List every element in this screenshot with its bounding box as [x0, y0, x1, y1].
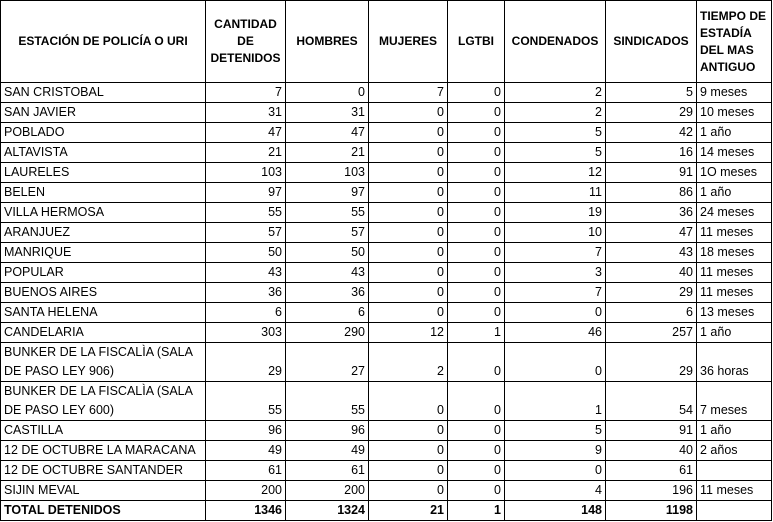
- table-row: [1, 243, 772, 263]
- cell-men: 290: [286, 323, 369, 343]
- cell-station: POPULAR: [1, 263, 206, 283]
- cell-convicted: 2: [505, 103, 606, 123]
- cell-men: 36: [286, 283, 369, 303]
- cell-station: ALTAVISTA: [1, 143, 206, 163]
- total-longest-stay: [697, 501, 772, 521]
- cell-lgtbi: 0: [448, 441, 505, 461]
- cell-women: 0: [369, 163, 448, 183]
- cell-lgtbi: 0: [448, 382, 505, 421]
- cell-women: 2: [369, 343, 448, 382]
- table-row: [1, 143, 772, 163]
- cell-women: 0: [369, 461, 448, 481]
- cell-men: 47: [286, 123, 369, 143]
- cell-longest-stay: 2 años: [697, 441, 772, 461]
- cell-station: MANRIQUE: [1, 243, 206, 263]
- cell-station: BELEN: [1, 183, 206, 203]
- table-row: [1, 83, 772, 103]
- cell-men: 55: [286, 203, 369, 223]
- total-men: 1324: [286, 501, 369, 521]
- total-convicted: 148: [505, 501, 606, 521]
- cell-lgtbi: 0: [448, 283, 505, 303]
- cell-men: 57: [286, 223, 369, 243]
- cell-men: 0: [286, 83, 369, 103]
- cell-longest-stay: 13 meses: [697, 303, 772, 323]
- table-row: [1, 103, 772, 123]
- cell-longest-stay: 1 año: [697, 323, 772, 343]
- total-total-detained: 1346: [206, 501, 286, 521]
- cell-lgtbi: 0: [448, 461, 505, 481]
- header-row: [1, 1, 772, 83]
- cell-accused: 91: [606, 163, 697, 183]
- cell-convicted: 5: [505, 143, 606, 163]
- header-total-detained: CANTIDAD DE DETENIDOS: [206, 1, 286, 83]
- table-row: [1, 203, 772, 223]
- table-row: [1, 343, 772, 382]
- cell-longest-stay: 1O meses: [697, 163, 772, 183]
- cell-total-detained: 55: [206, 203, 286, 223]
- header-men: HOMBRES: [286, 1, 369, 83]
- cell-longest-stay: 11 meses: [697, 481, 772, 501]
- cell-longest-stay: 7 meses: [697, 382, 772, 421]
- cell-total-detained: 29: [206, 343, 286, 382]
- cell-convicted: 46: [505, 323, 606, 343]
- cell-accused: 29: [606, 343, 697, 382]
- cell-lgtbi: 1: [448, 323, 505, 343]
- cell-convicted: 7: [505, 283, 606, 303]
- header-women: MUJERES: [369, 1, 448, 83]
- total-lgtbi: 1: [448, 501, 505, 521]
- cell-men: 27: [286, 343, 369, 382]
- cell-total-detained: 43: [206, 263, 286, 283]
- cell-accused: 43: [606, 243, 697, 263]
- cell-accused: 6: [606, 303, 697, 323]
- table-row: [1, 303, 772, 323]
- cell-lgtbi: 0: [448, 163, 505, 183]
- cell-convicted: 7: [505, 243, 606, 263]
- cell-accused: 40: [606, 263, 697, 283]
- cell-longest-stay: 1 año: [697, 421, 772, 441]
- cell-total-detained: 31: [206, 103, 286, 123]
- cell-longest-stay: 36 horas: [697, 343, 772, 382]
- cell-women: 0: [369, 123, 448, 143]
- cell-lgtbi: 0: [448, 303, 505, 323]
- cell-accused: 16: [606, 143, 697, 163]
- cell-men: 50: [286, 243, 369, 263]
- cell-longest-stay: 10 meses: [697, 103, 772, 123]
- cell-convicted: 5: [505, 421, 606, 441]
- cell-total-detained: 200: [206, 481, 286, 501]
- total-accused: 1198: [606, 501, 697, 521]
- cell-men: 97: [286, 183, 369, 203]
- cell-station: LAURELES: [1, 163, 206, 183]
- header-longest-stay: TIEMPO DE ESTADÍA DEL MAS ANTIGUO: [697, 1, 772, 83]
- cell-lgtbi: 0: [448, 243, 505, 263]
- cell-women: 0: [369, 382, 448, 421]
- header-accused: SINDICADOS: [606, 1, 697, 83]
- cell-total-detained: 49: [206, 441, 286, 461]
- total-station: TOTAL DETENIDOS: [1, 501, 206, 521]
- table-row: [1, 163, 772, 183]
- cell-men: 96: [286, 421, 369, 441]
- cell-station: BUENOS AIRES: [1, 283, 206, 303]
- cell-accused: 29: [606, 283, 697, 303]
- cell-women: 0: [369, 303, 448, 323]
- cell-women: 0: [369, 441, 448, 461]
- cell-longest-stay: 11 meses: [697, 283, 772, 303]
- cell-women: 0: [369, 223, 448, 243]
- table-row: [1, 481, 772, 501]
- cell-longest-stay: 18 meses: [697, 243, 772, 263]
- cell-women: 0: [369, 143, 448, 163]
- cell-total-detained: 55: [206, 382, 286, 421]
- cell-convicted: 11: [505, 183, 606, 203]
- cell-total-detained: 103: [206, 163, 286, 183]
- cell-longest-stay: 14 meses: [697, 143, 772, 163]
- header-convicted: CONDENADOS: [505, 1, 606, 83]
- cell-lgtbi: 0: [448, 143, 505, 163]
- cell-total-detained: 47: [206, 123, 286, 143]
- cell-station: 12 DE OCTUBRE LA MARACANA: [1, 441, 206, 461]
- cell-accused: 36: [606, 203, 697, 223]
- cell-station: SIJIN MEVAL: [1, 481, 206, 501]
- cell-accused: 61: [606, 461, 697, 481]
- header-lgtbi: LGTBI: [448, 1, 505, 83]
- cell-lgtbi: 0: [448, 103, 505, 123]
- cell-convicted: 2: [505, 83, 606, 103]
- cell-convicted: 9: [505, 441, 606, 461]
- cell-women: 0: [369, 263, 448, 283]
- cell-convicted: 0: [505, 461, 606, 481]
- cell-lgtbi: 0: [448, 83, 505, 103]
- cell-lgtbi: 0: [448, 481, 505, 501]
- cell-accused: 91: [606, 421, 697, 441]
- cell-convicted: 10: [505, 223, 606, 243]
- cell-station: BUNKER DE LA FISCALÌA (SALA DE PASO LEY 600): [1, 382, 206, 421]
- cell-convicted: 0: [505, 343, 606, 382]
- cell-men: 103: [286, 163, 369, 183]
- cell-longest-stay: 1 año: [697, 123, 772, 143]
- cell-station: POBLADO: [1, 123, 206, 143]
- cell-total-detained: 303: [206, 323, 286, 343]
- cell-men: 61: [286, 461, 369, 481]
- cell-accused: 196: [606, 481, 697, 501]
- cell-accused: 86: [606, 183, 697, 203]
- cell-women: 0: [369, 283, 448, 303]
- cell-accused: 47: [606, 223, 697, 243]
- cell-station: 12 DE OCTUBRE SANTANDER: [1, 461, 206, 481]
- table-row: [1, 263, 772, 283]
- cell-station: SAN JAVIER: [1, 103, 206, 123]
- table-row: [1, 183, 772, 203]
- total-row: [1, 501, 772, 521]
- cell-convicted: 19: [505, 203, 606, 223]
- cell-men: 43: [286, 263, 369, 283]
- cell-station: VILLA HERMOSA: [1, 203, 206, 223]
- cell-convicted: 1: [505, 382, 606, 421]
- table-row: [1, 283, 772, 303]
- cell-lgtbi: 0: [448, 343, 505, 382]
- table-row: [1, 421, 772, 441]
- table-row: [1, 323, 772, 343]
- cell-longest-stay: 24 meses: [697, 203, 772, 223]
- total-women: 21: [369, 501, 448, 521]
- cell-women: 0: [369, 243, 448, 263]
- cell-accused: 29: [606, 103, 697, 123]
- cell-station: CANDELARIA: [1, 323, 206, 343]
- cell-lgtbi: 0: [448, 263, 505, 283]
- cell-women: 0: [369, 183, 448, 203]
- table-body: [1, 83, 772, 521]
- cell-station: SANTA HELENA: [1, 303, 206, 323]
- table-row: [1, 123, 772, 143]
- cell-station: ARANJUEZ: [1, 223, 206, 243]
- cell-lgtbi: 0: [448, 421, 505, 441]
- cell-total-detained: 57: [206, 223, 286, 243]
- table-row: [1, 223, 772, 243]
- cell-longest-stay: 11 meses: [697, 223, 772, 243]
- table-row: [1, 382, 772, 421]
- cell-total-detained: 7: [206, 83, 286, 103]
- cell-total-detained: 50: [206, 243, 286, 263]
- cell-men: 49: [286, 441, 369, 461]
- cell-total-detained: 96: [206, 421, 286, 441]
- cell-total-detained: 36: [206, 283, 286, 303]
- cell-convicted: 3: [505, 263, 606, 283]
- cell-men: 31: [286, 103, 369, 123]
- cell-longest-stay: 9 meses: [697, 83, 772, 103]
- cell-lgtbi: 0: [448, 203, 505, 223]
- cell-accused: 54: [606, 382, 697, 421]
- cell-convicted: 0: [505, 303, 606, 323]
- cell-accused: 5: [606, 83, 697, 103]
- cell-total-detained: 21: [206, 143, 286, 163]
- table-row: [1, 461, 772, 481]
- cell-total-detained: 6: [206, 303, 286, 323]
- cell-men: 55: [286, 382, 369, 421]
- cell-men: 6: [286, 303, 369, 323]
- cell-men: 21: [286, 143, 369, 163]
- cell-lgtbi: 0: [448, 123, 505, 143]
- header-station: ESTACIÓN DE POLICÍA O URI: [1, 1, 206, 83]
- cell-accused: 40: [606, 441, 697, 461]
- cell-convicted: 4: [505, 481, 606, 501]
- cell-convicted: 5: [505, 123, 606, 143]
- cell-station: BUNKER DE LA FISCALÌA (SALA DE PASO LEY 906): [1, 343, 206, 382]
- cell-total-detained: 97: [206, 183, 286, 203]
- cell-longest-stay: 11 meses: [697, 263, 772, 283]
- cell-women: 0: [369, 481, 448, 501]
- cell-longest-stay: [697, 461, 772, 481]
- cell-total-detained: 61: [206, 461, 286, 481]
- cell-women: 12: [369, 323, 448, 343]
- cell-women: 0: [369, 203, 448, 223]
- cell-women: 7: [369, 83, 448, 103]
- cell-accused: 257: [606, 323, 697, 343]
- cell-station: SAN CRISTOBAL: [1, 83, 206, 103]
- cell-women: 0: [369, 103, 448, 123]
- cell-station: CASTILLA: [1, 421, 206, 441]
- cell-lgtbi: 0: [448, 223, 505, 243]
- cell-women: 0: [369, 421, 448, 441]
- cell-longest-stay: 1 año: [697, 183, 772, 203]
- cell-lgtbi: 0: [448, 183, 505, 203]
- cell-men: 200: [286, 481, 369, 501]
- cell-convicted: 12: [505, 163, 606, 183]
- table-row: [1, 441, 772, 461]
- cell-accused: 42: [606, 123, 697, 143]
